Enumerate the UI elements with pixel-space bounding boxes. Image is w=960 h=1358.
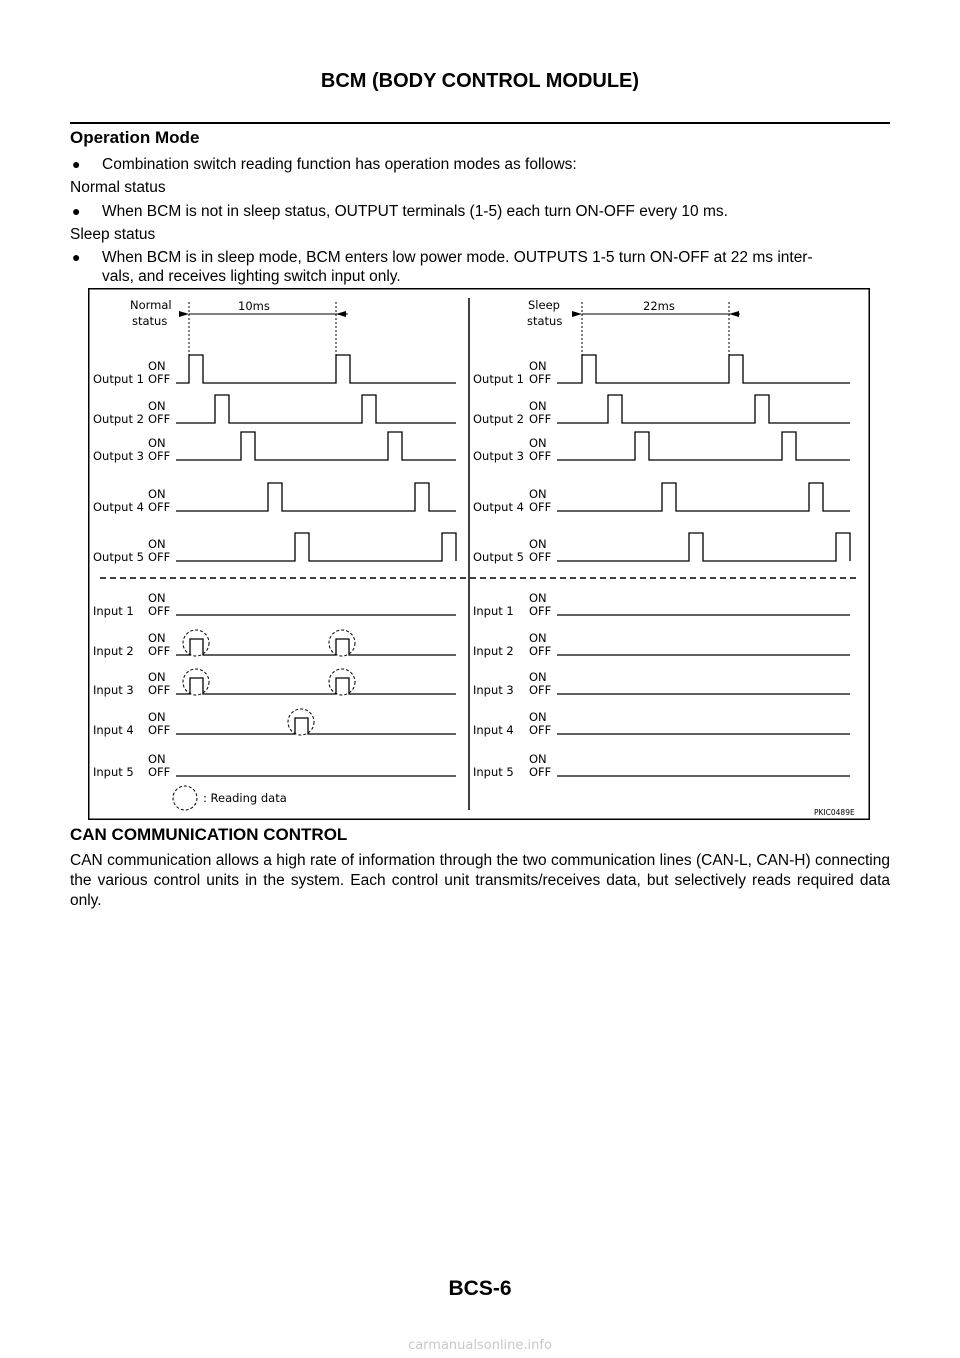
- off-label: OFF: [529, 412, 552, 426]
- signal-label: Output 5: [473, 550, 524, 564]
- off-label: OFF: [529, 550, 552, 564]
- figure-code: PKIC0489E: [814, 808, 855, 817]
- off-label: OFF: [529, 765, 552, 779]
- signal-label: Input 4: [93, 723, 134, 737]
- on-label: ON: [148, 631, 166, 645]
- on-label: ON: [148, 670, 166, 684]
- signal-label: Input 3: [93, 683, 134, 697]
- off-label: OFF: [148, 644, 171, 658]
- header-rule: [70, 122, 890, 124]
- off-label: OFF: [148, 765, 171, 779]
- right-status-line1: Sleep: [528, 298, 560, 312]
- signal-label: Output 1: [93, 372, 144, 386]
- signal-label: Input 5: [473, 765, 514, 779]
- output-waveform: [176, 355, 456, 383]
- arrow-icon: [572, 311, 582, 317]
- input-waveform: [176, 678, 456, 694]
- output-waveform: [557, 395, 850, 423]
- signal-label: Output 5: [93, 550, 144, 564]
- on-label: ON: [529, 487, 547, 501]
- off-label: OFF: [529, 500, 552, 514]
- signal-label: Input 4: [473, 723, 514, 737]
- on-label: ON: [148, 359, 166, 373]
- off-label: OFF: [148, 683, 171, 697]
- signal-label: Input 2: [93, 644, 134, 658]
- bullet-text-line2: vals, and receives lighting switch input only.: [102, 268, 401, 285]
- off-label: OFF: [148, 372, 171, 386]
- arrow-icon: [729, 311, 739, 317]
- off-label: OFF: [529, 723, 552, 737]
- signal-label: Input 5: [93, 765, 134, 779]
- output-waveform: [557, 483, 850, 511]
- sleep-status-label: Sleep status: [70, 226, 156, 243]
- page-number: BCS-6: [448, 1277, 512, 1300]
- reading-data-marker: [329, 669, 355, 695]
- on-label: ON: [529, 631, 547, 645]
- on-label: ON: [529, 436, 547, 450]
- bullet-text: When BCM is not in sleep status, OUTPUT terminals (1-5) each turn ON-OFF every 10 ms.: [102, 203, 728, 220]
- signal-label: Input 1: [93, 604, 134, 618]
- on-label: ON: [148, 537, 166, 551]
- bullet-text: Combination switch reading function has operation modes as follows:: [102, 156, 577, 173]
- output-waveform: [176, 533, 456, 561]
- on-label: ON: [148, 710, 166, 724]
- off-label: OFF: [529, 644, 552, 658]
- on-label: ON: [148, 591, 166, 605]
- off-label: OFF: [148, 449, 171, 463]
- off-label: OFF: [148, 412, 171, 426]
- normal-status-label: Normal status: [70, 179, 166, 196]
- off-label: OFF: [529, 372, 552, 386]
- signal-label: Input 3: [473, 683, 514, 697]
- reading-data-legend-icon: [173, 786, 197, 810]
- can-paragraph: CAN communication allows a high rate of information through the two communication lines (CAN-L, CAN-H) connecting the various control units in the system. Each control unit transmits/receives data, but selectively reads required data only.: [70, 852, 890, 909]
- left-status-line2: status: [132, 314, 168, 328]
- on-label: ON: [148, 487, 166, 501]
- output-waveform: [557, 533, 850, 561]
- on-label: ON: [529, 670, 547, 684]
- on-label: ON: [148, 436, 166, 450]
- bullet-item: [70, 155, 890, 174]
- signal-label: Output 4: [93, 500, 144, 514]
- off-label: OFF: [148, 604, 171, 618]
- reading-data-marker: [329, 630, 355, 656]
- bullet-icon: ●: [72, 203, 81, 219]
- off-label: OFF: [148, 723, 171, 737]
- right-status-line2: status: [527, 314, 563, 328]
- signal-label: Output 2: [93, 412, 144, 426]
- signal-label: Output 3: [473, 449, 524, 463]
- on-label: ON: [529, 399, 547, 413]
- output-waveform: [176, 395, 456, 423]
- off-label: OFF: [529, 683, 552, 697]
- signal-label: Input 1: [473, 604, 514, 618]
- on-label: ON: [529, 710, 547, 724]
- reading-data-marker: [183, 630, 209, 656]
- arrow-icon: [179, 311, 189, 317]
- bullet-icon: ●: [72, 156, 81, 172]
- reading-data-marker: [183, 669, 209, 695]
- input-waveform: [176, 639, 456, 655]
- on-label: ON: [529, 752, 547, 766]
- bullet-item: [70, 248, 890, 286]
- on-label: ON: [148, 399, 166, 413]
- arrow-icon: [336, 311, 346, 317]
- output-waveform: [176, 432, 456, 460]
- signal-label: Input 2: [473, 644, 514, 658]
- on-label: ON: [529, 537, 547, 551]
- signal-label: Output 3: [93, 449, 144, 463]
- section-title: Operation Mode: [70, 128, 200, 147]
- signal-label: Output 4: [473, 500, 524, 514]
- reading-data-marker: [288, 709, 314, 735]
- output-waveform: [176, 483, 456, 511]
- bullet-icon: ●: [72, 249, 81, 265]
- left-status-line1: Normal: [130, 298, 172, 312]
- input-waveform: [176, 718, 456, 734]
- off-label: OFF: [529, 449, 552, 463]
- timing-diagram: [88, 288, 870, 820]
- watermark: carmanualsonline.info: [408, 1338, 552, 1353]
- page-header: BCM (BODY CONTROL MODULE): [320, 70, 640, 92]
- left-interval-label: 10ms: [238, 299, 270, 313]
- on-label: ON: [148, 752, 166, 766]
- output-waveform: [557, 355, 850, 383]
- bullet-item: [70, 202, 890, 221]
- off-label: OFF: [148, 500, 171, 514]
- signal-label: Output 2: [473, 412, 524, 426]
- on-label: ON: [529, 591, 547, 605]
- off-label: OFF: [148, 550, 171, 564]
- off-label: OFF: [529, 604, 552, 618]
- on-label: ON: [529, 359, 547, 373]
- can-title: CAN COMMUNICATION CONTROL: [70, 825, 348, 844]
- output-waveform: [557, 432, 850, 460]
- legend-label: : Reading data: [203, 791, 287, 805]
- bullet-text-line1: When BCM is in sleep mode, BCM enters low power mode. OUTPUTS 1-5 turn ON-OFF at 22 ms inter-: [102, 249, 813, 266]
- right-interval-label: 22ms: [643, 299, 675, 313]
- signal-label: Output 1: [473, 372, 524, 386]
